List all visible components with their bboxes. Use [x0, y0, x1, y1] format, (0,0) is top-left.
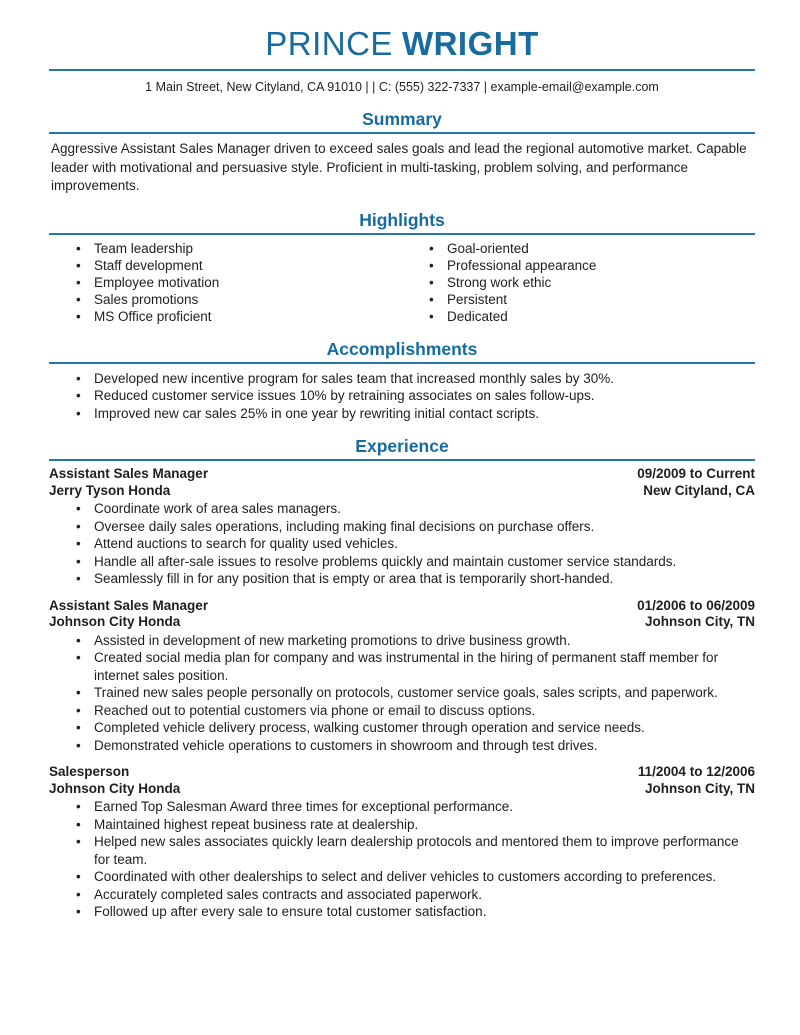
- job-dates: 01/2006 to 06/2009: [637, 597, 755, 613]
- highlights-columns: [49, 240, 755, 325]
- bullet-item: • Handle all after-sale issues to resolve problems quickly and maintain customer service standards.: [49, 553, 755, 571]
- bullet-item: • Coordinated with other dealerships to select and deliver vehicles to customers according to preferences.: [49, 868, 755, 886]
- bullet-item: • Staff development: [49, 257, 402, 274]
- candidate-last-name: WRIGHT: [401, 25, 539, 62]
- job-title-row: [49, 764, 755, 781]
- experience-heading: Experience: [355, 436, 449, 456]
- accomplishments-divider: [49, 362, 755, 364]
- job-entry: [49, 764, 755, 921]
- bullet-item: • Completed vehicle delivery process, walking customer through operation and service needs.: [49, 719, 755, 737]
- job-company-row: [49, 614, 755, 631]
- bullet-item: • Goal-oriented: [402, 240, 755, 257]
- accomplishments-list: [49, 370, 755, 423]
- bullet-item: • Employee motivation: [49, 274, 402, 291]
- section-experience: [49, 436, 755, 921]
- job-location: New Cityland, CA: [643, 482, 755, 498]
- job-company: Johnson City Honda: [49, 614, 181, 629]
- bullet-item: • Earned Top Salesman Award three times for exceptional performance.: [49, 798, 755, 816]
- job-title-row: [49, 466, 755, 483]
- job-bullets-list: [49, 500, 755, 588]
- bullet-item: • Seamlessly fill in for any position that is empty or area that is temporarily short-handed.: [49, 570, 755, 588]
- section-accomplishments: [49, 339, 755, 423]
- job-title: Salesperson: [49, 764, 130, 779]
- job-entry: [49, 466, 755, 588]
- candidate-first-name: PRINCE: [265, 25, 393, 62]
- bullet-item: • Oversee daily sales operations, including making final decisions on purchase offers.: [49, 518, 755, 536]
- summary-text: Aggressive Assistant Sales Manager driven to exceed sales goals and lead the regional automotive market. Capable leader with motivational and persuasive style. Proficient in multi-tasking, problem solving, and performance improvements.: [51, 141, 747, 193]
- contact-line: 1 Main Street, New Cityland, CA 91010 | | C: (555) 322-7337 | example-email@example.com: [145, 80, 659, 94]
- bullet-item: • Dedicated: [402, 308, 755, 325]
- job-location: Johnson City, TN: [645, 614, 755, 629]
- job-company-row: [49, 483, 755, 500]
- job-entry: [49, 598, 755, 755]
- job-bullets-list: [49, 798, 755, 921]
- highlights-left-list: [49, 240, 402, 325]
- resume-header: [49, 24, 755, 95]
- accomplishments-heading: Accomplishments: [326, 338, 478, 359]
- header-divider: [49, 69, 755, 71]
- bullet-item: • Assisted in development of new marketing promotions to drive business growth.: [49, 632, 755, 650]
- job-dates: 11/2004 to 12/2006: [637, 764, 755, 779]
- job-title: Assistant Sales Manager: [49, 597, 209, 613]
- bullet-item: • MS Office proficient: [49, 308, 402, 325]
- section-summary: [49, 109, 755, 196]
- bullet-item: • Trained new sales people personally on protocols, customer service goals, sales scripts, and paperwork.: [49, 684, 755, 702]
- bullet-item: • Attend auctions to search for quality used vehicles.: [49, 535, 755, 553]
- bullet-item: • Improved new car sales 25% in one year by rewriting initial contact scripts.: [49, 405, 755, 423]
- jobs-container: [49, 466, 755, 921]
- highlights-right-list: [402, 240, 755, 325]
- bullet-item: • Demonstrated vehicle operations to customers in showroom and through test drives.: [49, 737, 755, 755]
- bullet-item: • Strong work ethic: [402, 274, 755, 291]
- job-title-row: [49, 598, 755, 615]
- bullet-item: • Created social media plan for company and was instrumental in the hiring of permanent staff member for internet sales position.: [49, 649, 755, 684]
- bullet-item: • Accurately completed sales contracts and associated paperwork.: [49, 886, 755, 904]
- summary-divider: [49, 132, 755, 134]
- highlights-divider: [49, 233, 755, 235]
- job-company: Jerry Tyson Honda: [49, 482, 171, 498]
- job-company-row: [49, 781, 755, 798]
- job-title: Assistant Sales Manager: [49, 466, 209, 481]
- bullet-item: • Professional appearance: [402, 257, 755, 274]
- job-company: Johnson City Honda: [49, 780, 181, 796]
- bullet-item: • Maintained highest repeat business rate at dealership.: [49, 816, 755, 834]
- job-location: Johnson City, TN: [645, 780, 755, 796]
- job-dates: 09/2009 to Current: [637, 466, 755, 481]
- bullet-item: • Persistent: [402, 291, 755, 308]
- highlights-heading: Highlights: [359, 209, 445, 230]
- bullet-item: • Team leadership: [49, 240, 402, 257]
- section-highlights: [49, 210, 755, 325]
- experience-divider: [49, 459, 755, 461]
- bullet-item: • Developed new incentive program for sales team that increased monthly sales by 30%.: [49, 370, 755, 388]
- job-bullets-list: [49, 632, 755, 755]
- bullet-item: • Followed up after every sale to ensure total customer satisfaction.: [49, 903, 755, 921]
- bullet-item: • Coordinate work of area sales managers.: [49, 500, 755, 518]
- bullet-item: • Reached out to potential customers via phone or email to discuss options.: [49, 702, 755, 720]
- bullet-item: • Helped new sales associates quickly learn dealership protocols and mentored them to improve performance for team.: [49, 833, 755, 868]
- bullet-item: • Sales promotions: [49, 291, 402, 308]
- summary-heading: Summary: [362, 109, 442, 129]
- bullet-item: • Reduced customer service issues 10% by retraining associates on sales follow-ups.: [49, 387, 755, 405]
- candidate-name: [49, 24, 755, 64]
